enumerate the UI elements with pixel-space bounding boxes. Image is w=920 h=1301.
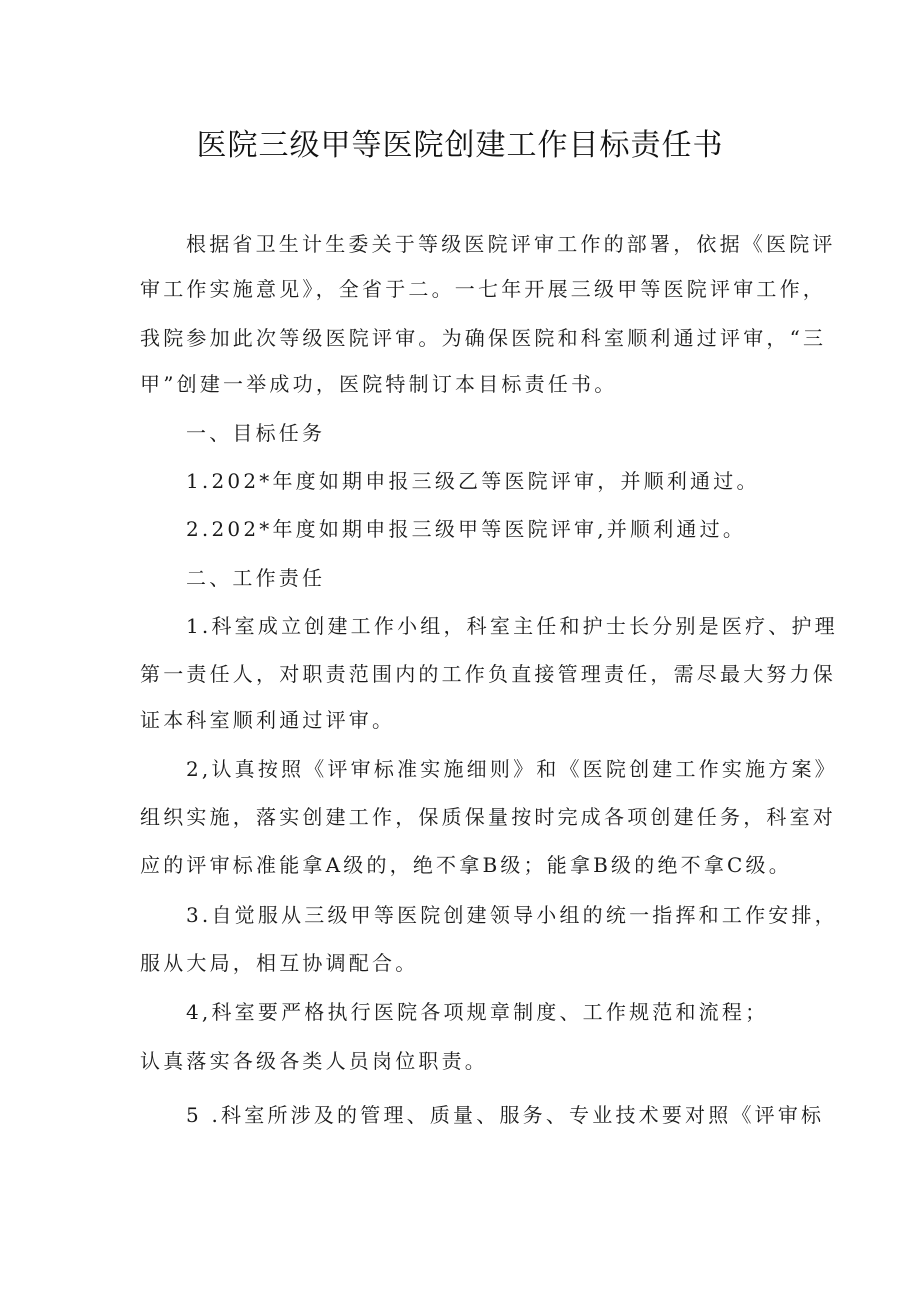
responsibility-5-line-1: 5 .科室所涉及的管理、质量、服务、专业技术要对照《评审标 <box>186 1103 825 1127</box>
responsibility-1-line-1: 1.科室成立创建工作小组，科室主任和护士长分别是医疗、护理 <box>186 614 838 638</box>
paragraph-1-line-3: 我院参加此次等级医院评审。为确保医院和科室顺利通过评审，“三 <box>140 326 827 350</box>
section-heading-responsibility: 二、工作责任 <box>186 566 326 590</box>
paragraph-1-line-4: 甲”创建一举成功，医院特制订本目标责任书。 <box>140 372 618 396</box>
responsibility-1-line-3: 证本科室顺利通过评审。 <box>140 708 396 732</box>
responsibility-2-line-2: 组织实施，落实创建工作，保质保量按时完成各项创建任务，科室对 <box>140 805 836 829</box>
paragraph-1-line-2: 审工作实施意见》，全省于二。一七年开展三级甲等医院评审工作， <box>140 277 826 301</box>
document-title: 医院三级甲等医院创建工作目标责任书 <box>196 128 724 163</box>
goal-item-2: 2.202*年度如期申报三级甲等医院评审,并顺利通过。 <box>186 517 747 541</box>
paragraph-1-line-1: 根据省卫生计生委关于等级医院评审工作的部署，依据《医院评 <box>186 232 836 256</box>
responsibility-1-line-2: 第一责任人，对职责范围内的工作负直接管理责任，需尽最大努力保 <box>140 662 836 686</box>
responsibility-3-line-2: 服从大局，相互协调配合。 <box>140 951 419 975</box>
responsibility-4-line-1: 4,科室要严格执行医院各项规章制度、工作规范和流程； <box>186 1000 769 1024</box>
section-heading-goals: 一、目标任务 <box>186 421 326 445</box>
responsibility-2-line-1: 2,认真按照《评审标准实施细则》和《医院创建工作实施方案》 <box>186 757 838 781</box>
goal-item-1: 1.202*年度如期申报三级乙等医院评审，并顺利通过。 <box>186 469 760 493</box>
responsibility-4-line-2: 认真落实各级各类人员岗位职责。 <box>140 1049 488 1073</box>
responsibility-2-line-3: 应的评审标准能拿A级的，绝不拿B级；能拿B级的绝不拿C级。 <box>140 853 792 877</box>
responsibility-3-line-1: 3.自觉服从三级甲等医院创建领导小组的统一指挥和工作安排， <box>186 903 838 927</box>
